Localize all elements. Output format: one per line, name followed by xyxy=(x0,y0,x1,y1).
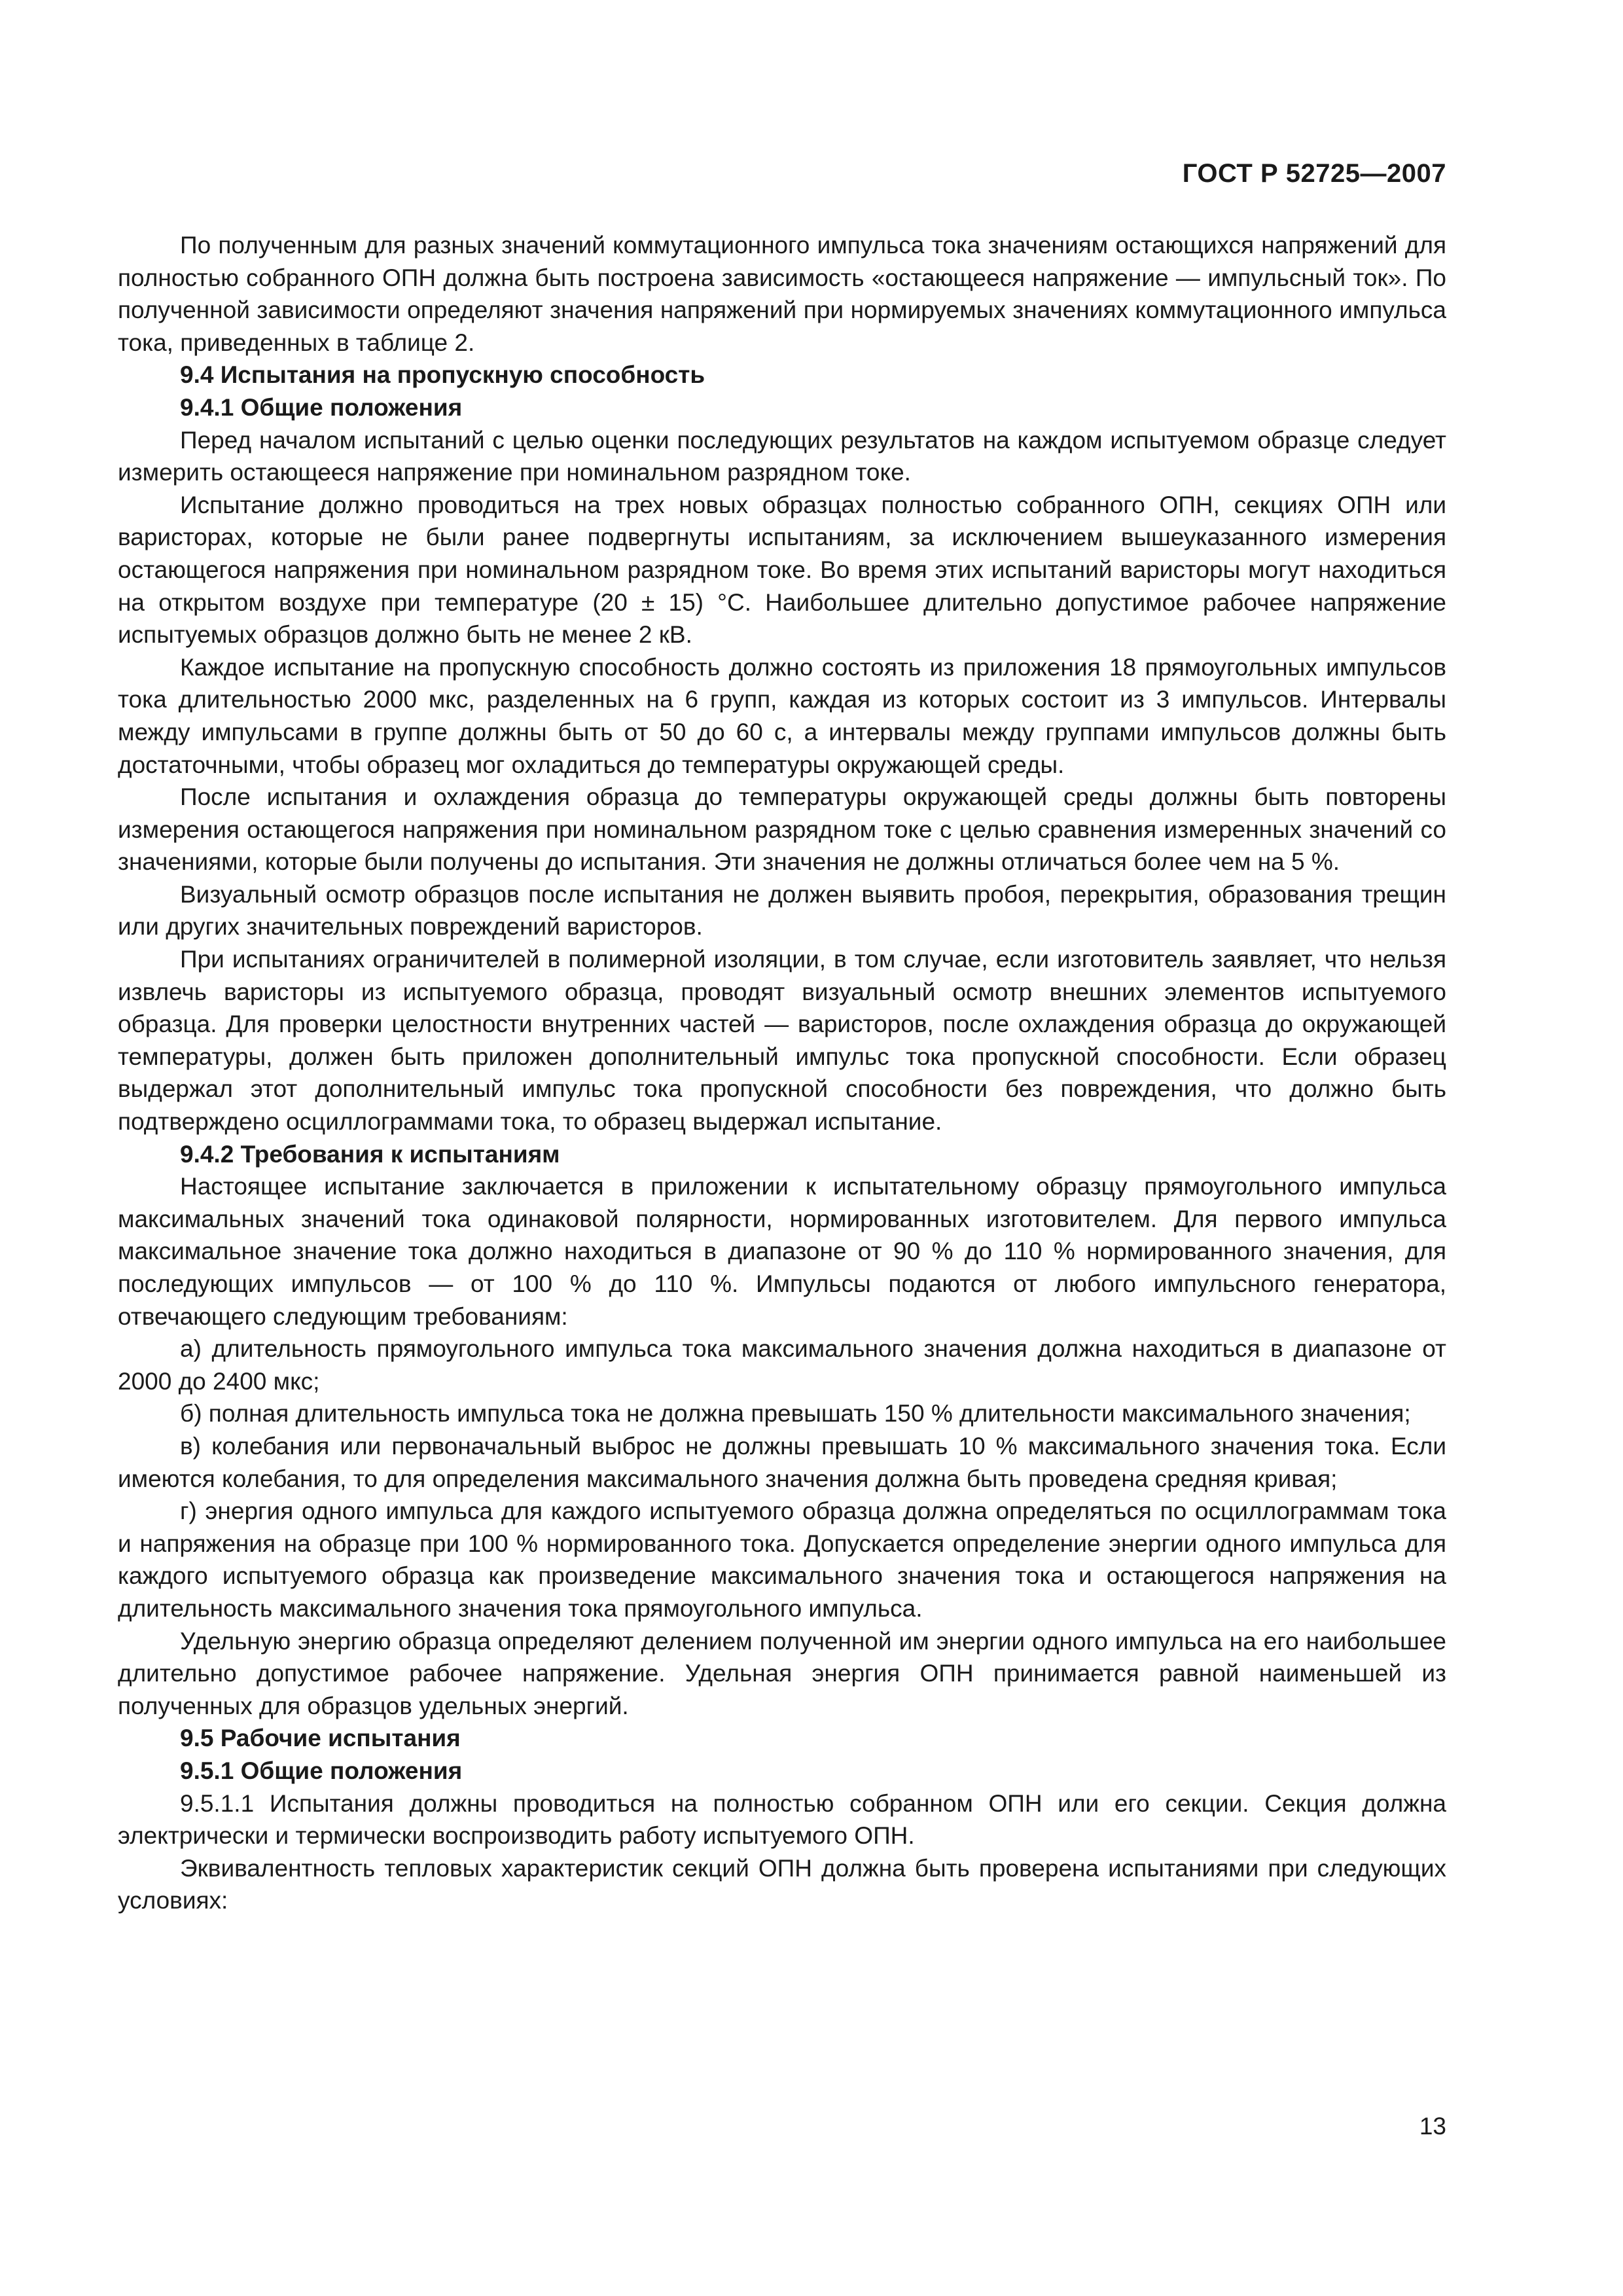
paragraph: Каждое испытание на пропускную способность должно состоять из приложения 18 прямоугольных импульсов тока длительностью 2000 мкс, разделенных на 6 групп, каждая из которых состоит из 3 импульсов. Интервалы между импульсами в группе должны быть от 50 до 60 с, а интервалы между группами импульсов должны быть достаточными, чтобы образец мог охладиться до температуры окружающей среды. xyxy=(118,653,1446,778)
paragraph: При испытаниях ограничителей в полимерной изоляции, в том случае, если изготовитель заявляет, что нельзя извлечь варисторы из испытуемого образца, проводят визуальный осмотр внешних элементов испытуемого образца. Для проверки целостности внутренних частей — варисторов, после охлаждения образца до окружающей температуры, должен быть приложен дополнительный импульс тока пропускной способности. Если образец выдержал этот дополнительный импульс тока пропускной способности без повреждения, что должно быть подтверждено осциллограммами тока, то образец выдержал испытание. xyxy=(118,946,1446,1136)
document-designation: ГОСТ Р 52725—2007 xyxy=(1182,159,1446,188)
subsection-heading-9-4-2: 9.4.2 Требования к испытаниям xyxy=(180,1140,560,1168)
paragraph: По полученным для разных значений коммутационного импульса тока значениям остающихся напряжений для полностью собранного ОПН должна быть построена зависимость «остающееся напряжение — импульсный ток». По полученной зависимости определяют значения напряжений при нормируемых значениях коммутационного импульса тока, приведенных в таблице 2. xyxy=(118,232,1446,356)
list-item-a: а) длительность прямоугольного импульса тока максимального значения должна находиться в диапазоне от 2000 до 2400 мкс; xyxy=(118,1335,1446,1395)
section-heading-9-5: 9.5 Рабочие испытания xyxy=(180,1725,461,1752)
paragraph: Эквивалентность тепловых характеристик секций ОПН должна быть проверена испытаниями при следующих условиях: xyxy=(118,1854,1446,1914)
paragraph: Визуальный осмотр образцов после испытания не должен выявить пробоя, перекрытия, образования трещин или других значительных повреждений варисторов. xyxy=(118,880,1446,941)
page-number: 13 xyxy=(1419,2113,1446,2140)
list-item-g: г) энергия одного импульса для каждого испытуемого образца должна определяться по осциллограммам тока и напряжения на образце при 100 % нормированного тока. Допускается определение энергии одного импульса для каждого испытуемого образца как произведение максимального значения тока и остающегося напряжения на длительность максимального значения тока прямоугольного импульса. xyxy=(118,1498,1446,1622)
subsection-heading-9-5-1: 9.5.1 Общие положения xyxy=(180,1757,463,1784)
section-heading-9-4: 9.4 Испытания на пропускную способность xyxy=(180,361,705,389)
subsection-heading-9-4-1: 9.4.1 Общие положения xyxy=(180,393,463,421)
list-item-v: в) колебания или первоначальный выброс не должны превышать 10 % максимального значения тока. Если имеются колебания, то для определения максимального значения должна быть проведена средняя кривая; xyxy=(118,1432,1446,1492)
paragraph: Удельную энергию образца определяют делением полученной им энергии одного импульса на его наибольшее длительно допустимое рабочее напряжение. Удельная энергия ОПН принимается равной наименьшей из полученных для образцов удельных энергий. xyxy=(118,1627,1446,1719)
paragraph: Настоящее испытание заключается в приложении к испытательному образцу прямоугольного импульса максимальных значений тока одинаковой полярности, нормированных изготовителем. Для первого импульса максимальное значение тока должно находиться в диапазоне от 90 % до 110 % нормированного значения, для последующих импульсов — от 100 % до 110 %. Импульсы подаются от любого импульсного генератора, отвечающего следующим требованиям: xyxy=(118,1173,1446,1330)
paragraph: 9.5.1.1 Испытания должны проводиться на полностью собранном ОПН или его секции. Секция должна электрически и термически воспроизводить работу испытуемого ОПН. xyxy=(118,1789,1446,1850)
paragraph: Перед началом испытаний с целью оценки последующих результатов на каждом испытуемом образце следует измерить остающееся напряжение при номинальном разрядном токе. xyxy=(118,426,1446,486)
paragraph: После испытания и охлаждения образца до температуры окружающей среды должны быть повторены измерения остающегося напряжения при номинальном разрядном токе с целью сравнения измеренных значений со значениями, которые были получены до испытания. Эти значения не должны отличаться более чем на 5 %. xyxy=(118,783,1446,876)
paragraph: Испытание должно проводиться на трех новых образцах полностью собранного ОПН, секциях ОПН или варисторах, которые не были ранее подвергнуты испытаниям, за исключением вышеуказанного измерения остающегося напряжения при номинальном разрядном токе. Во время этих испытаний варисторы могут находиться на открытом воздухе при температуре (20 ± 15) °С. Наибольшее длительно допустимое рабочее напряжение испытуемых образцов должно быть не менее 2 кВ. xyxy=(118,491,1446,649)
document-body xyxy=(118,229,1446,1917)
list-item-b: б) полная длительность импульса тока не должна превышать 150 % длительности максимального значения; xyxy=(180,1400,1411,1427)
